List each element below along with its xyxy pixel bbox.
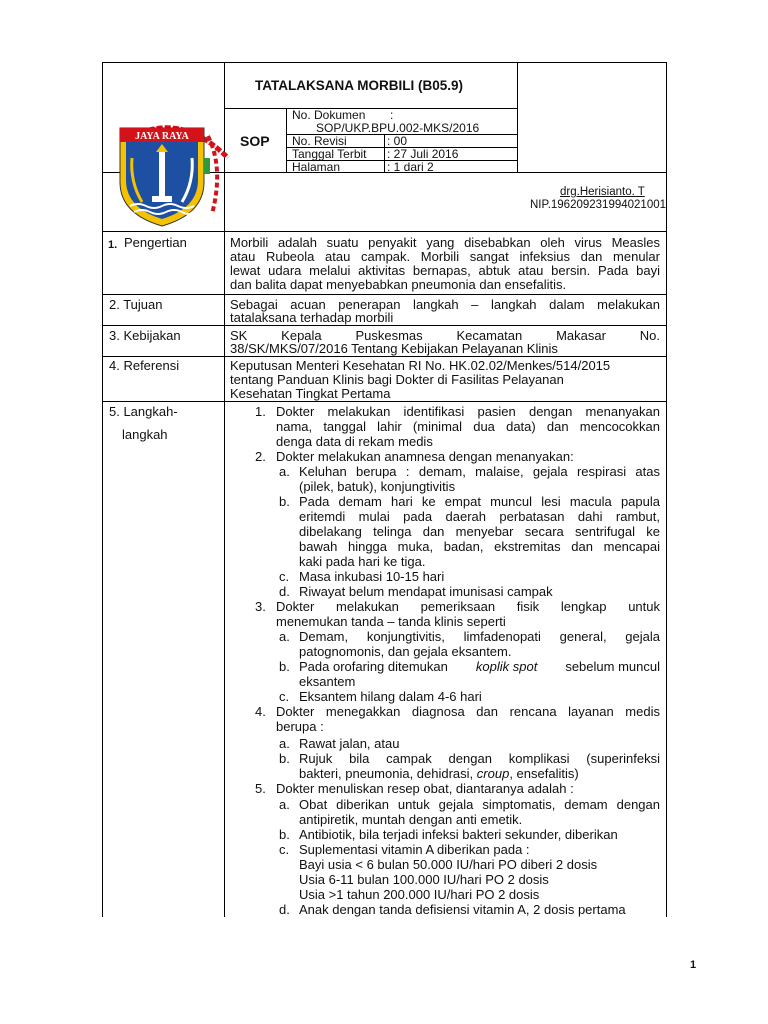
step-1-line-1: Dokter melakukan identifikasi pasien dengan menanyakan (276, 404, 660, 419)
step-2b-line-2: eritemdi mulai pada daerah perbatasan dahi rambut, (299, 509, 660, 524)
issue-date-label: Tanggal Terbit (292, 147, 367, 161)
step-1-line-3: denga data di rekam medis (276, 434, 433, 449)
step-5c-line-4: Usia >1 tahun 200.000 IU/hari PO 2 dosis (299, 887, 540, 902)
header-right-divider (517, 62, 518, 172)
step-2d-marker: d. (279, 584, 290, 599)
step-5c-line-1: Suplementasi vitamin A diberikan pada : (299, 842, 530, 857)
revision-value: : 00 (387, 134, 408, 148)
step-4a-marker: a. (279, 736, 290, 751)
sop-label: SOP (240, 133, 270, 149)
step-3-number: 3. (255, 599, 266, 614)
step-3a-line-2: patognomonis, dan gejala eksantem. (299, 644, 512, 659)
step-3b-pre: Pada orofaring ditemukan (299, 659, 452, 674)
step-3-line-2: menemukan tanda – tanda klinis seperti (276, 614, 506, 629)
step-3b-post: sebelum muncul (561, 659, 660, 674)
step-3a-line-1: Demam, konjungtivitis, limfadenopati general, gejala (299, 629, 660, 644)
pengertian-number: 1. (108, 239, 118, 251)
doc-number-label: No. Dokumen (292, 108, 366, 122)
step-5d-text: Anak dengan tanda defisiensi vitamin A, 2 dosis pertama (299, 902, 626, 917)
step-2-number: 2. (255, 449, 266, 464)
document-title: TATALAKSANA MORBILI (B05.9) (255, 78, 463, 93)
table-top-border (102, 62, 667, 63)
row-divider-1 (102, 294, 667, 295)
step-4b-post: , ensefalitis) (509, 766, 579, 781)
step-5a-marker: a. (279, 797, 290, 812)
step-3c-text: Eksantem hilang dalam 4-6 hari (299, 689, 482, 704)
step-2a-line-1: Keluhan berupa : demam, malaise, gejala respirasi atas (299, 464, 660, 479)
step-4b-marker: b. (279, 751, 290, 766)
step-5-number: 5. (255, 781, 266, 796)
step-1-line-2: nama, tanggal lahir (minimal dua data) dan mencocokkan (276, 419, 660, 434)
step-2b-marker: b. (279, 494, 290, 509)
step-3b-line-1 (299, 660, 660, 674)
step-5c-line-3: Usia 6-11 bulan 100.000 IU/hari PO 2 dosis (299, 872, 549, 887)
tujuan-line-1: Sebagai acuan penerapan langkah – langkah dalam melakukan (230, 297, 660, 312)
step-2d-text: Riwayat belum mendapat imunisasi campak (299, 584, 553, 599)
table-left-border (102, 62, 103, 917)
step-4a-text: Rawat jalan, atau (299, 736, 400, 751)
tujuan-label: 2. Tujuan (109, 297, 163, 312)
step-5-text: Dokter menuliskan resep obat, diantaranya adalah : (276, 781, 574, 796)
pengertian-label: Pengertian (124, 235, 187, 250)
pengertian-line-4: dan balita dapat menyebabkan pneumonia dan ensefalitis. (230, 277, 567, 292)
step-2c-marker: c. (279, 569, 290, 584)
header-bottom-divider (102, 231, 667, 232)
step-3a-marker: a. (279, 629, 290, 644)
referensi-label: 4. Referensi (109, 358, 180, 373)
step-2a-line-2: (pilek, batuk), konjungtivitis (299, 479, 456, 494)
croup-term: croup (476, 766, 510, 781)
pengertian-line-3: lewat udara melalui aktivitas bernapas, abtuk atau bersin. Pada bayi (230, 263, 660, 278)
step-4-line-1: Dokter menegakkan diagnosa dan rencana layanan medis (276, 704, 660, 719)
step-5a-line-1: Obat diberikan untuk gejala simptomatis, demam dengan (299, 797, 660, 812)
step-3b-marker: b. (279, 659, 290, 674)
step-5c-marker: c. (279, 842, 290, 857)
step-2a-marker: a. (279, 464, 290, 479)
revision-label: No. Revisi (292, 134, 347, 148)
step-5b-text: Antibiotik, bila terjadi infeksi bakteri sekunder, diberikan (299, 827, 618, 842)
step-1-number: 1. (255, 404, 266, 419)
step-2b-line-4: bawah hingga muka, badan, ekstremitas dan mencapai (299, 539, 660, 554)
step-3c-marker: c. (279, 689, 290, 704)
step-2c-text: Masa inkubasi 10-15 hari (299, 569, 445, 584)
tujuan-line-2: tatalaksana terhadap morbili (230, 310, 394, 325)
signer-name: drg.Herisianto. T (560, 186, 645, 198)
issue-date-value: : 27 Juli 2016 (387, 147, 459, 161)
pengertian-line-2: atau Rubeola atau campak. Morbili sangat infeksius dan menular (230, 249, 660, 264)
page-number: 1 (690, 959, 697, 971)
referensi-line-1: Keputusan Menteri Kesehatan RI No. HK.02.02/Menkes/514/2015 (230, 358, 611, 373)
step-2b-line-3: dibelakang telinga dan menyebar secara sentrifugal ke (299, 524, 660, 539)
row-divider-3 (102, 356, 667, 357)
row-divider-4 (102, 401, 667, 402)
kebijakan-label: 3. Kebijakan (109, 328, 181, 343)
signer-nip: NIP.196209231994021001 (530, 199, 667, 211)
step-2b-line-1: Pada demam hari ke empat muncul lesi macula papula (299, 494, 660, 509)
table-right-border (666, 62, 667, 917)
title-row-divider (224, 108, 517, 109)
langkah-label-1: 5. Langkah- (109, 404, 178, 419)
referensi-line-2: tentang Panduan Klinis bagi Dokter di Fasilitas Pelayanan (230, 372, 564, 387)
step-4b-line-1: Rujuk bila campak dengan komplikasi (superinfeksi (299, 751, 660, 766)
row-divider-2 (102, 325, 667, 326)
step-5a-line-2: antipiretik, muntah dengan anti emetik. (299, 812, 523, 827)
step-5b-marker: b. (279, 827, 290, 842)
kebijakan-line-1: SK Kepala Puskesmas Kecamatan Makasar No. (230, 328, 660, 343)
referensi-line-3: Kesehatan Tingkat Pertama (230, 386, 391, 401)
koplik-spot-term: koplik spot (475, 659, 538, 674)
pengertian-line-1: Morbili adalah suatu penyakit yang disebabkan oleh virus Measles (230, 235, 660, 250)
step-2-text: Dokter melakukan anamnesa dengan menanyakan: (276, 449, 574, 464)
page-label: Halaman (292, 160, 341, 174)
step-5c-line-2: Bayi usia < 6 bulan 50.000 IU/hari PO diberi 2 dosis (299, 857, 598, 872)
step-5d-marker: d. (279, 902, 290, 917)
doc-number-colon: : (390, 108, 394, 122)
step-4b-line-2 (299, 767, 579, 781)
langkah-label-2: langkah (122, 427, 168, 442)
page-value: : 1 dari 2 (387, 160, 434, 174)
meta-colon-divider (384, 134, 385, 172)
step-2b-line-5: kaki pada hari ke tiga. (299, 554, 426, 569)
step-4b-pre: bakteri, pneumonia, dehidrasi, (299, 766, 477, 781)
step-4-line-2: berupa : (276, 719, 324, 734)
svg-text:JAYA RAYA: JAYA RAYA (135, 131, 189, 142)
step-4-number: 4. (255, 704, 266, 719)
doc-number-value: SOP/UKP.BPU.002-MKS/2016 (316, 121, 480, 135)
step-3b-line-2: eksantem (299, 674, 356, 689)
sop-divider (286, 108, 287, 172)
kebijakan-line-2: 38/SK/MKS/07/2016 Tentang Kebijakan Pelayanan Klinis (230, 341, 558, 356)
step-3-line-1: Dokter melakukan pemeriksaan fisik lengkap untuk (276, 599, 660, 614)
dki-jakarta-logo (112, 118, 230, 228)
